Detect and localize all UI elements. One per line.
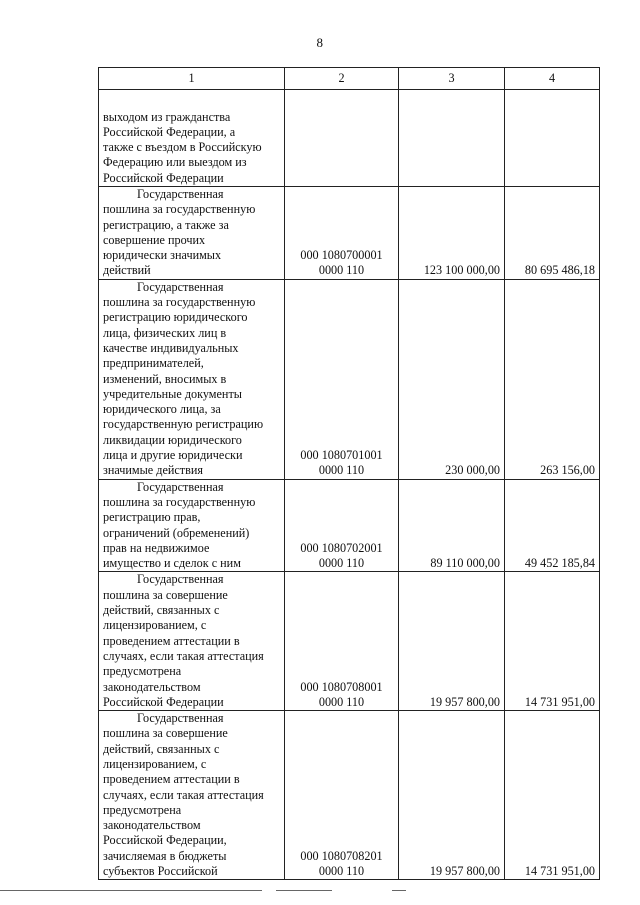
plan-amount	[399, 90, 505, 187]
executed-amount: 263 156,00	[505, 279, 600, 479]
budget-code-cell	[285, 572, 399, 711]
plan-amount: 19 957 800,00	[399, 572, 505, 711]
table-body	[99, 90, 600, 880]
revenue-name-cell	[99, 711, 285, 880]
budget-code: 000 1080702001 0000 110	[300, 540, 383, 571]
revenue-name: Государственная пошлина за государственную регистрацию юридического лица, физических лиц в качестве индивидуальных предпринимателей, изменений, вносимых в учредительные документы юридического лица, за государственную регистрацию ликвидации юридического лица и другие юридически значимые действия	[103, 279, 264, 478]
table-header-row	[99, 68, 600, 90]
budget-code: 000 1080700001 0000 110	[300, 248, 383, 278]
budget-code: 000 1080708201 0000 110	[300, 848, 383, 879]
executed-amount: 14 731 951,00	[505, 572, 600, 711]
revenue-name: Государственная пошлина за совершение действий, связанных с лицензированием, с проведением аттестации в случаях, если такая аттестация предусмотрена законодательством Российской Федерации, зачисляемая в бюджеты субъектов Российской	[103, 711, 264, 879]
revenue-name: выходом из гражданства Российской Федерации, а также с въездом в Российскую Федерацию или выездом из Российской Федерации	[103, 109, 262, 185]
revenue-name: Государственная пошлина за государственную регистрацию прав, ограничений (обременений) прав на недвижимое имущество и сделок с ним	[103, 479, 256, 571]
executed-amount: 80 695 486,18	[505, 187, 600, 280]
table-row	[99, 479, 600, 572]
column-header-4: 4	[505, 68, 600, 90]
revenue-name-cell	[99, 90, 285, 187]
plan-amount: 230 000,00	[399, 279, 505, 479]
executed-amount: 49 452 185,84	[505, 479, 600, 572]
revenue-name: Государственная пошлина за совершение действий, связанных с лицензированием, с проведением аттестации в случаях, если такая аттестация предусмотрена законодательством Российской Федерации	[103, 572, 264, 709]
budget-code: 000 1080701001 0000 110	[300, 448, 383, 478]
table-row	[99, 187, 600, 280]
executed-amount	[505, 90, 600, 187]
table-row	[99, 572, 600, 711]
table-row	[99, 279, 600, 479]
plan-amount: 123 100 000,00	[399, 187, 505, 280]
page-number: 8	[316, 35, 324, 50]
plan-amount: 89 110 000,00	[399, 479, 505, 572]
revenue-name-cell	[99, 479, 285, 572]
revenue-name-cell	[99, 187, 285, 280]
revenue-name-cell	[99, 572, 285, 711]
budget-code-cell	[285, 187, 399, 280]
budget-code: 000 1080708001 0000 110	[300, 679, 383, 709]
revenue-name-cell	[99, 279, 285, 479]
budget-code-cell	[285, 279, 399, 479]
plan-amount: 19 957 800,00	[399, 711, 505, 880]
budget-code-cell	[285, 479, 399, 572]
column-header-2: 2	[285, 68, 399, 90]
scan-edge-line	[276, 890, 332, 891]
column-header-3: 3	[399, 68, 505, 90]
revenue-name: Государственная пошлина за государственную регистрацию, а также за совершение прочих юридически значимых действий	[103, 187, 256, 278]
budget-code-cell	[285, 90, 399, 187]
column-header-1: 1	[99, 68, 285, 90]
revenue-table	[98, 67, 600, 880]
budget-code-cell	[285, 711, 399, 880]
executed-amount: 14 731 951,00	[505, 711, 600, 880]
table-row	[99, 90, 600, 187]
scan-edge-line	[0, 890, 262, 891]
scan-edge-line	[392, 890, 406, 891]
table-row	[99, 711, 600, 880]
